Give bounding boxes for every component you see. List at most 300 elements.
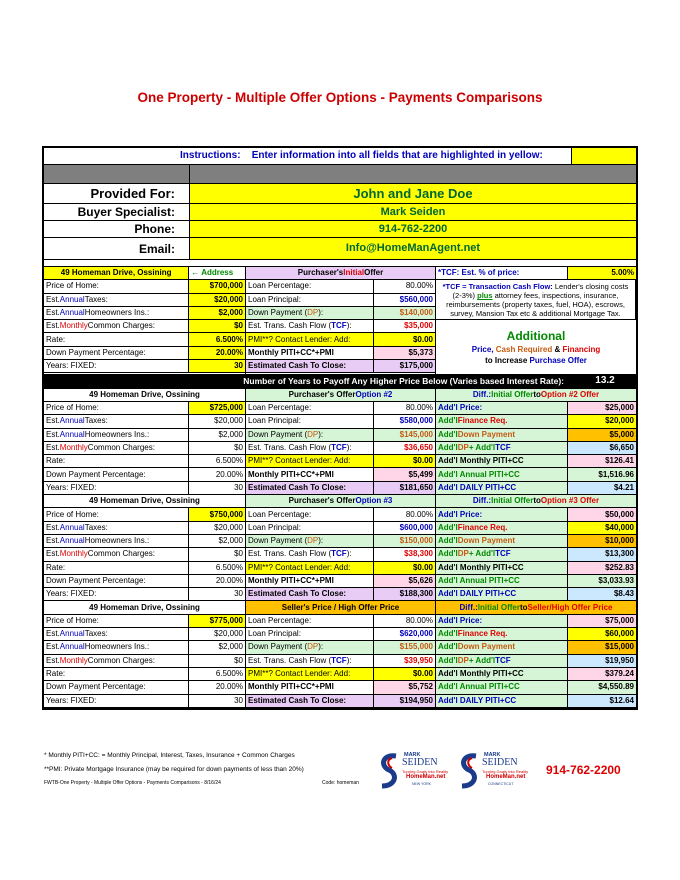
instructions-text: Enter information into all fields that are highlighted in yellow: [251, 150, 543, 161]
diff-label [436, 429, 568, 442]
option-lprin: $600,000 [374, 522, 435, 535]
logo-site: HomeMan.net [406, 774, 446, 780]
logo-connecticut [458, 752, 536, 792]
pmi-label: PMI**? Contact Lender: Add: [248, 456, 351, 466]
payoff-row [44, 374, 636, 389]
dp-b: Down Payment [457, 642, 516, 652]
i-a: Est. [46, 536, 60, 546]
footer-phone: 914-762-2200 [546, 763, 621, 777]
add-amp: & [552, 344, 563, 354]
tcf-pct-label: *TCF: Est. % of price: [436, 267, 568, 280]
x-c: + Add'l [468, 443, 496, 453]
down-label: Down Payment Percentage: [44, 347, 189, 360]
option-pmi[interactable]: $0.00 [374, 562, 435, 575]
logo-top: MARK [484, 752, 501, 758]
diff-label [436, 468, 568, 481]
logo-site: HomeMan.net [486, 774, 526, 780]
diff-a: Diff.: [459, 602, 478, 612]
tcf-label [246, 320, 374, 333]
address-field[interactable]: 49 Homeman Drive, Ossining [44, 267, 189, 280]
tcf-label-b: TCF [331, 321, 347, 331]
diff-dp: $10,000 [568, 535, 636, 548]
row-label [44, 415, 189, 428]
base-cash: $175,000 [374, 360, 435, 373]
x-d: TCF [495, 549, 511, 559]
calc-label [246, 548, 374, 561]
option-ins: $2,000 [189, 535, 245, 548]
payoff-label: Number of Years to Payoff Any Higher Price Below (Varies based Interest Rate): [44, 374, 574, 388]
c-b: Monthly [59, 443, 88, 453]
dp-a: Add'l [438, 429, 458, 439]
payoff-value: 13.2 [574, 374, 636, 388]
pmi-label: PMI**? Contact Lender: Add: [248, 562, 351, 572]
calc-label [246, 455, 374, 468]
lprin-label: Loan Principal: [248, 416, 301, 426]
ins-label-a: Est. [46, 308, 60, 318]
cash-label: Estimated Cash To Close: [248, 482, 347, 492]
x-a: Add'l [438, 443, 458, 453]
diff-d: Seller/High Offer Price [527, 602, 613, 612]
diff-label [436, 415, 568, 428]
base-inputs [44, 267, 246, 374]
i-c: Homeowners Ins.: [84, 642, 150, 652]
diff-price: $75,000 [568, 615, 636, 628]
email-label: Email: [44, 238, 190, 260]
diff-price: $25,000 [568, 402, 636, 415]
row-label [44, 508, 189, 521]
diff-dpiti: $12.64 [568, 695, 636, 708]
base-cc-input[interactable]: $0 [189, 320, 245, 333]
row-label [44, 468, 189, 481]
diff-a: Diff.: [472, 496, 492, 506]
option-tcf: $36,650 [374, 442, 435, 455]
lp-label: Loan Percentage: [248, 615, 312, 625]
option-down: 20.00% [189, 681, 245, 694]
diff-fin: $20,000 [568, 415, 636, 428]
dpiti-label: Add'l DAILY PITI+CC [438, 589, 517, 599]
lprin-label: Loan Principal: [248, 522, 301, 532]
logo-new-york [378, 752, 456, 792]
footer-file: FWTB-One Property - Multiple Offer Options - Payments Comparisons - 8/16/24 [44, 780, 221, 786]
address-arrow-label: ← Address [189, 267, 245, 280]
c-a: Est. [46, 655, 60, 665]
dp-c: ): [318, 429, 324, 439]
option-section [44, 601, 636, 707]
diff-dp: $5,000 [568, 429, 636, 442]
diff-mpiti: $126.41 [568, 455, 636, 468]
add-price: Price, [471, 344, 496, 354]
row-label [44, 575, 189, 588]
diff-c: to [519, 602, 528, 612]
calc-label [246, 522, 374, 535]
dp-a: Down Payment ( [248, 536, 308, 546]
option-tcf: $38,300 [374, 548, 435, 561]
diff-label [436, 562, 568, 575]
x-b: DP [457, 549, 469, 559]
c-a: Est. [46, 443, 60, 453]
diff-dptcf: $6,650 [568, 442, 636, 455]
option-price[interactable]: $725,000 [189, 402, 245, 415]
years-label: Years: FIXED: [44, 360, 189, 373]
option-taxes: $20,000 [189, 628, 245, 641]
option-cc: $0 [189, 655, 245, 668]
instructions-yellow-cell[interactable] [572, 148, 636, 165]
offer-a: Purchaser's Offer [288, 496, 356, 506]
tcf-pct-input[interactable]: 5.00% [568, 267, 636, 280]
pmi-label: PMI**? Contact Lender: Add: [248, 669, 351, 679]
dp-label-c: ): [318, 308, 324, 318]
f-a: Add'l [438, 522, 458, 532]
ins-label-c: Homeowners Ins.: [84, 308, 150, 318]
option-cash: $194,950 [374, 695, 435, 708]
option-lprin: $620,000 [374, 628, 435, 641]
piti-label: Monthly PITI+CC*+PMI [248, 575, 334, 585]
option-title [246, 601, 435, 614]
instructions-row [44, 148, 636, 165]
specialist-label: Buyer Specialist: [44, 204, 190, 221]
t-c: Taxes: [84, 416, 108, 426]
tcf-b: TCF [331, 655, 347, 665]
diff-fin: $60,000 [568, 628, 636, 641]
c-c: Common Charges: [87, 443, 155, 453]
additional-box [436, 320, 636, 373]
apiti-label: Add'l Annual PITI+CC [438, 575, 520, 585]
diff-label [436, 668, 568, 681]
base-ins-input[interactable]: $2,000 [189, 307, 245, 320]
i-b: Annual [59, 642, 85, 652]
t-b: Annual [59, 416, 85, 426]
price-label: Price of Home: [46, 403, 99, 413]
option-section [44, 389, 636, 495]
mpiti-label: Add'l Monthly PITI+CC [438, 562, 524, 572]
diff-d: Option #3 Offer [540, 496, 600, 506]
option-cc: $0 [189, 548, 245, 561]
logo-top: MARK [404, 752, 421, 758]
provided-for-field[interactable]: John and Jane Doe [190, 184, 636, 204]
calc-label [246, 402, 374, 415]
diff-title [436, 389, 636, 402]
calc-label [246, 575, 374, 588]
tcf-note-d: attorney fees, inspections, insurance, reimbursements (property taxes, fuel, HOA), escrows, survey, Mansion Tax etc & additional Mortgage Tax. [446, 291, 625, 319]
x-c: + Add'l [468, 655, 496, 665]
diff-b: Initial Offer [491, 496, 534, 506]
tcf-a: Est. Trans. Cash Flow ( [248, 655, 332, 665]
c-b: Monthly [59, 549, 88, 559]
diff-label [436, 535, 568, 548]
dp-c: ): [318, 536, 324, 546]
option-cash: $181,650 [374, 482, 435, 495]
down-label: Down Payment Percentage: [46, 575, 146, 585]
base-years-input[interactable]: 30 [189, 360, 245, 373]
logo-region: NEW YORK [412, 782, 431, 786]
diff-label [436, 548, 568, 561]
phone-label: Phone: [44, 221, 190, 238]
base-pmi-input[interactable]: $0.00 [374, 333, 435, 346]
base-calc [246, 267, 436, 374]
f-a: Add'l [438, 629, 458, 639]
cash-label: Estimated Cash To Close: [248, 695, 347, 705]
option-rate: 6.500% [189, 668, 245, 681]
row-label [44, 695, 189, 708]
i-c: Homeowners Ins.: [84, 429, 150, 439]
option-pmi[interactable]: $0.00 [374, 455, 435, 468]
calc-label [246, 468, 374, 481]
f-b: Finance Req. [457, 522, 508, 532]
pmi-label: PMI**? Contact Lender: Add: [246, 333, 374, 346]
calc-label [246, 535, 374, 548]
diff-apiti: $4,550.89 [568, 681, 636, 694]
offer-a: Seller's Price / High Offer Price [281, 602, 400, 612]
t-a: Est. [46, 522, 60, 532]
offer-title-a: Purchaser's [297, 268, 344, 278]
cash-label: Estimated Cash To Close: [248, 589, 347, 599]
logo-tag: Turning Goals Into Reality [482, 769, 529, 774]
option-years: 30 [189, 695, 245, 708]
option-address: 49 Homeman Drive, Ossining [44, 495, 245, 508]
calc-label [246, 695, 374, 708]
x-b: DP [457, 655, 469, 665]
option-price[interactable]: $750,000 [189, 508, 245, 521]
lprin-label: Loan Principal: [248, 629, 301, 639]
dp-b: Down Payment [457, 536, 516, 546]
cc-label [44, 320, 189, 333]
phone-field[interactable]: 914-762-2200 [190, 221, 636, 238]
option-title [246, 389, 435, 402]
option-lp: 80.00% [374, 615, 435, 628]
specialist-field[interactable]: Mark Seiden [190, 204, 636, 221]
lp-label: Loan Percentage: [246, 280, 374, 293]
i-a: Est. [46, 642, 60, 652]
diff-c: to [533, 389, 541, 399]
option-down: 20.00% [189, 575, 245, 588]
price-label: Price of Home: [44, 280, 189, 293]
calc-label [246, 615, 374, 628]
diff-dp: $15,000 [568, 641, 636, 654]
row-label [44, 455, 189, 468]
add-increase: to Increase [485, 355, 530, 365]
apiti-label: Add'l Annual PITI+CC [438, 682, 520, 692]
email-field[interactable]: Info@HomeManAgent.net [190, 238, 636, 260]
option-cash: $188,300 [374, 588, 435, 601]
diff-label [436, 695, 568, 708]
base-lprin: $560,000 [374, 294, 435, 307]
option-price[interactable]: $775,000 [189, 615, 245, 628]
c-c: Common Charges: [87, 655, 155, 665]
lp-label: Loan Percentage: [248, 403, 312, 413]
row-label [44, 402, 189, 415]
dp-b: DP [307, 429, 319, 439]
logo-name: SEIDEN [482, 757, 518, 768]
add-offer: Purchase Offer [529, 355, 587, 365]
initial-offer-title [246, 267, 435, 280]
option-dp: $145,000 [374, 429, 435, 442]
mpiti-label: Add'l Monthly PITI+CC [438, 669, 524, 679]
t-a: Est. [46, 629, 60, 639]
calc-label [246, 562, 374, 575]
price-label: Price of Home: [46, 509, 99, 519]
mpiti-label: Add'l Monthly PITI+CC [438, 456, 524, 466]
row-label [44, 641, 189, 654]
down-label: Down Payment Percentage: [46, 469, 146, 479]
diff-label [436, 455, 568, 468]
additional-title: Additional [506, 328, 566, 343]
c-c: Common Charges: [87, 549, 155, 559]
taxes-label-a: Est. [46, 294, 60, 304]
taxes-label [44, 294, 189, 307]
i-b: Annual [59, 429, 85, 439]
tcf-c: ): [346, 655, 352, 665]
f-a: Add'l [438, 416, 458, 426]
dp-b: Down Payment [457, 429, 516, 439]
offer-a: Purchaser's Offer [288, 389, 356, 399]
diff-label [436, 628, 568, 641]
base-price-input[interactable]: $700,000 [189, 280, 245, 293]
lprin-label: Loan Principal: [246, 294, 374, 307]
dp-a: Add'l [438, 642, 458, 652]
diff-label [436, 641, 568, 654]
dp-a: Down Payment ( [248, 642, 308, 652]
dpiti-label: Add'l DAILY PITI+CC [438, 482, 517, 492]
calc-label [246, 442, 374, 455]
dp-c: ): [318, 642, 324, 652]
provided-for-label: Provided For: [44, 184, 190, 204]
x-d: TCF [495, 443, 511, 453]
cc-label-a: Est. [46, 321, 60, 331]
diff-c: to [533, 496, 541, 506]
dpiti-label: Add'l DAILY PITI+CC [438, 695, 517, 705]
c-b: Monthly [59, 655, 88, 665]
row-label [44, 429, 189, 442]
logo-region: CONNECTICUT [488, 782, 514, 786]
lp-label: Loan Percentage: [248, 509, 312, 519]
diff-dptcf: $19,950 [568, 655, 636, 668]
piti-label: Monthly PITI+CC*+PMI [246, 347, 374, 360]
row-label [44, 535, 189, 548]
initial-offer-section [44, 267, 636, 374]
tcf-note [436, 280, 636, 320]
tcf-info [436, 267, 636, 374]
option-title [246, 495, 435, 508]
row-label [44, 588, 189, 601]
diff-d: Option #2 Offer [540, 389, 600, 399]
add-financing: Financing [562, 344, 601, 354]
years-label: Years: FIXED: [46, 482, 97, 492]
base-dp: $140,000 [374, 307, 435, 320]
row-label [44, 628, 189, 641]
logo-s-icon [458, 752, 482, 792]
footnote-pmi: **PMI: Private Mortgage Insurance (may be required for down payments of less than 20%) [44, 766, 304, 773]
diff-b: Initial Offer [491, 389, 534, 399]
i-a: Est. [46, 429, 60, 439]
diff-label [436, 615, 568, 628]
ins-label [44, 307, 189, 320]
option-years: 30 [189, 588, 245, 601]
tcf-note-c: plus [477, 291, 493, 301]
diff-mpiti: $252.83 [568, 562, 636, 575]
diff-label [436, 655, 568, 668]
d-price: Add'l Price: [438, 615, 483, 625]
row-label [44, 681, 189, 694]
option-tcf: $39,950 [374, 655, 435, 668]
instructions [44, 148, 572, 165]
c-a: Est. [46, 549, 60, 559]
diff-label [436, 508, 568, 521]
option-taxes: $20,000 [189, 415, 245, 428]
years-label: Years: FIXED: [46, 695, 97, 705]
tcf-label-c: ): [346, 321, 352, 331]
offer-title-c: Offer [364, 268, 384, 278]
taxes-label-b: Annual [59, 294, 85, 304]
option-cc: $0 [189, 442, 245, 455]
diff-label [436, 402, 568, 415]
t-a: Est. [46, 416, 60, 426]
diff-label [436, 681, 568, 694]
base-rate-input[interactable]: 6.500% [189, 333, 245, 346]
f-b: Finance Req. [457, 416, 508, 426]
calc-label [246, 508, 374, 521]
row-label [44, 615, 189, 628]
instructions-label: Instructions: [180, 150, 241, 161]
base-taxes-input[interactable]: $20,000 [189, 294, 245, 307]
calc-label [246, 655, 374, 668]
diff-mpiti: $379.24 [568, 668, 636, 681]
price-label: Price of Home: [46, 615, 99, 625]
footnote-piti: * Monthly PITI+CC: = Monthly Principal, Interest, Taxes, Insurance + Common Charges [44, 752, 295, 759]
option-piti: $5,499 [374, 468, 435, 481]
base-down-input[interactable]: 20.00% [189, 347, 245, 360]
row-label [44, 482, 189, 495]
rate-label: Rate: [44, 333, 189, 346]
calc-label [246, 668, 374, 681]
tcf-note-a: *TCF = Transaction Cash Flow: [442, 282, 553, 292]
row-label [44, 548, 189, 561]
taxes-label-c: Taxes: [84, 294, 108, 304]
cc-label-b: Monthly [59, 321, 88, 331]
option-taxes: $20,000 [189, 522, 245, 535]
logo-tag: Turning Goals Into Reality [402, 769, 449, 774]
x-a: Add'l [438, 655, 458, 665]
tcf-note-b: Lender's closing costs (2-3%) [452, 282, 629, 301]
calc-label [246, 628, 374, 641]
x-c: + Add'l [468, 549, 496, 559]
calc-label [246, 681, 374, 694]
diff-apiti: $1,516.96 [568, 468, 636, 481]
row-label [44, 522, 189, 535]
option-section [44, 495, 636, 601]
f-b: Finance Req. [457, 629, 508, 639]
i-b: Annual [59, 536, 85, 546]
diff-a: Diff.: [472, 389, 492, 399]
tcf-c: ): [346, 549, 352, 559]
calc-label [246, 482, 374, 495]
dp-label [246, 307, 374, 320]
option-pmi[interactable]: $0.00 [374, 668, 435, 681]
years-label: Years: FIXED: [46, 589, 97, 599]
t-b: Annual [59, 629, 85, 639]
diff-label [436, 482, 568, 495]
base-tcf: $35,000 [374, 320, 435, 333]
rate-label: Rate: [46, 456, 66, 466]
option-dp: $150,000 [374, 535, 435, 548]
ins-label-b: Annual [59, 308, 85, 318]
diff-title [436, 601, 636, 614]
option-ins: $2,000 [189, 641, 245, 654]
diff-label [436, 575, 568, 588]
rate-label: Rate: [46, 669, 66, 679]
d-price: Add'l Price: [438, 509, 483, 519]
dp-label-b: DP [307, 308, 319, 318]
base-lp: 80.00% [374, 280, 435, 293]
